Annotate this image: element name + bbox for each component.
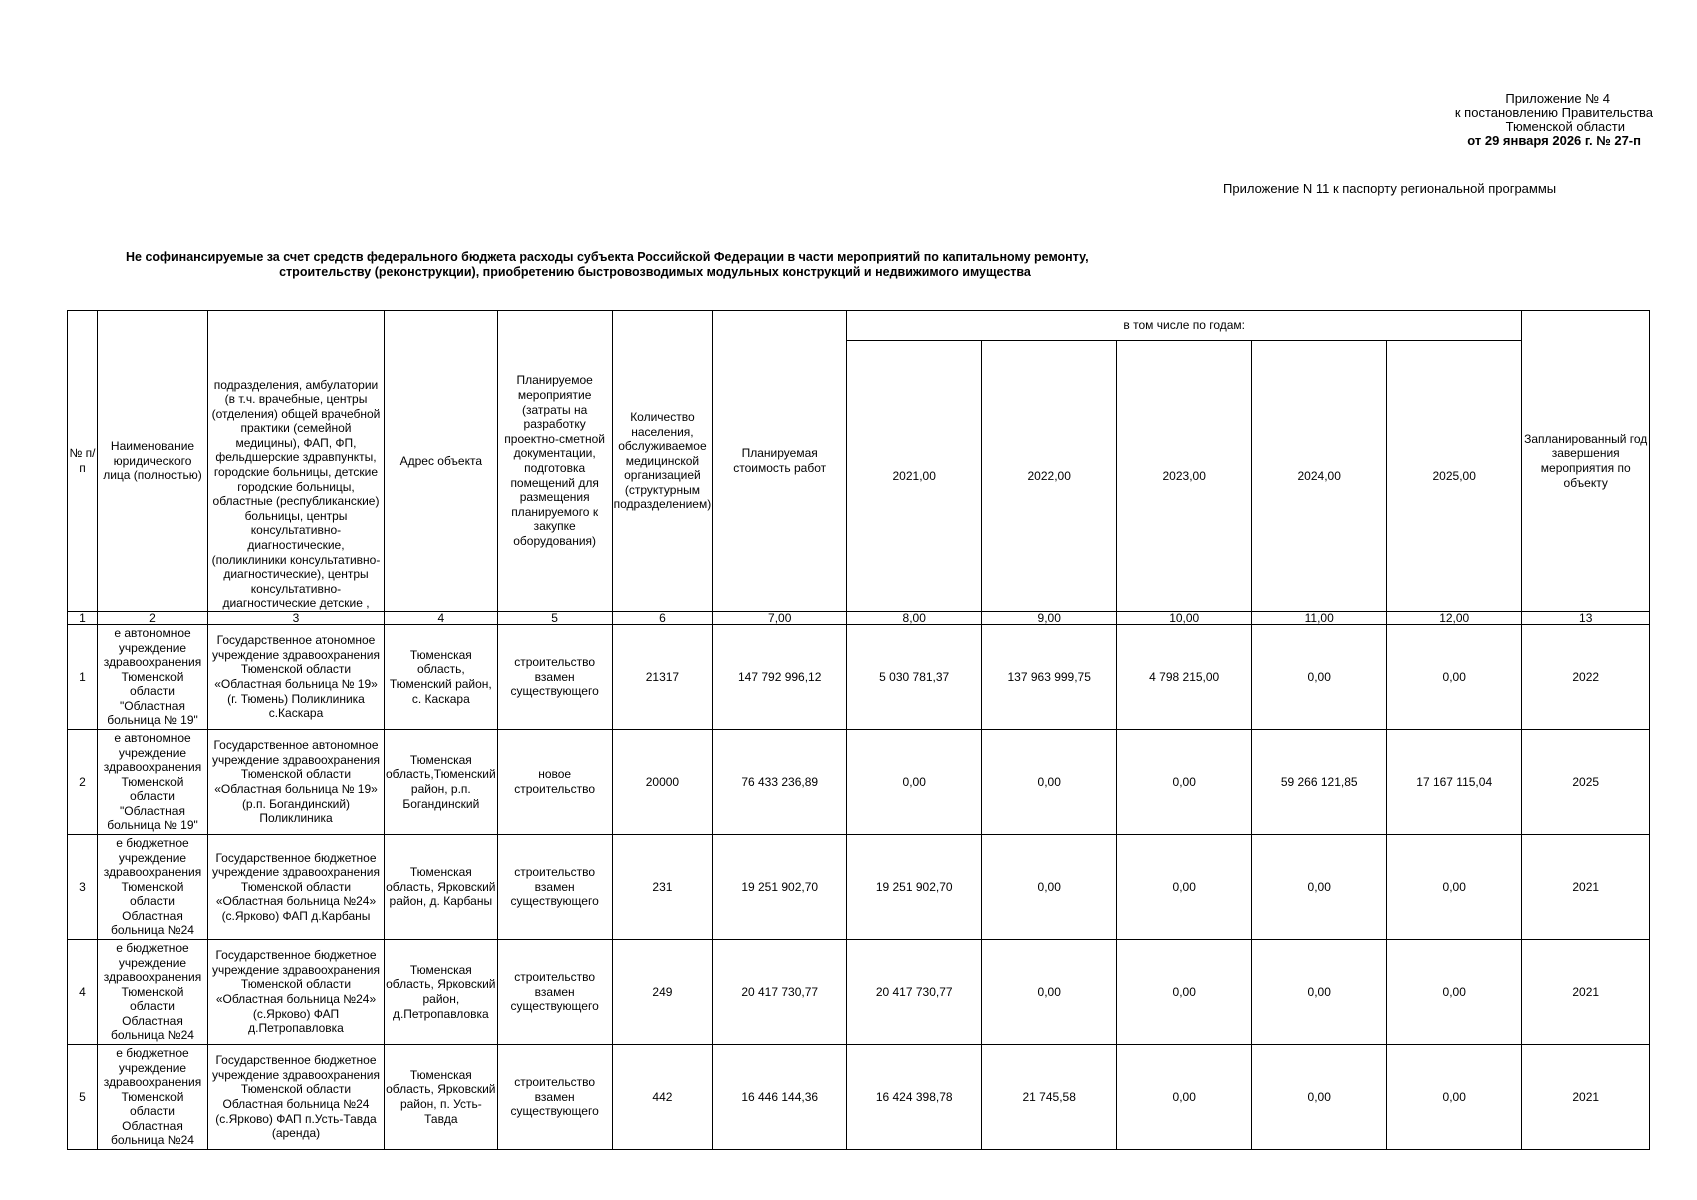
column-number: 12,00 [1387, 612, 1522, 625]
cell-category [208, 835, 385, 940]
cell-y2025: 0,00 [1387, 1045, 1522, 1150]
cell-cost: 147 792 996,12 [713, 625, 847, 730]
cell-completion: 2021 [1522, 1045, 1650, 1150]
cell-legal-entity [98, 1045, 208, 1150]
cell-category [208, 1045, 385, 1150]
cell-event: строительство взамен существующего [497, 625, 612, 730]
cell-y2021: 19 251 902,70 [847, 835, 982, 940]
header-year-2021: 2021,00 [847, 341, 982, 612]
cell-y2021: 16 424 398,78 [847, 1045, 982, 1150]
cell-y2024: 0,00 [1252, 625, 1387, 730]
cell-event: строительство взамен существующего [497, 835, 612, 940]
column-number: 2 [98, 612, 208, 625]
table-row [68, 730, 1650, 835]
table-row [68, 835, 1650, 940]
column-number: 7,00 [713, 612, 847, 625]
column-number: 9,00 [982, 612, 1117, 625]
cell-y2025: 0,00 [1387, 940, 1522, 1045]
cell-cost: 20 417 730,77 [713, 940, 847, 1045]
cell-legal-entity [98, 730, 208, 835]
cell-num: 2 [68, 730, 98, 835]
column-number: 11,00 [1252, 612, 1387, 625]
cell-y2025: 0,00 [1387, 625, 1522, 730]
header-address: Адрес объекта [385, 311, 498, 612]
cell-legal-entity-text: е бюджетное учреждение здравоохранения Тюменской области Областная больница №24 [103, 835, 202, 938]
header-year-2025: 2025,00 [1387, 341, 1522, 612]
cell-category-text: Государственное бюджетное учреждение здравоохранения Тюменской области «Областная больница №24» (с.Ярково) ФАП д.Карбаны [211, 850, 381, 923]
cell-address: Тюменская область, Ярковский район, д. Карбаны [385, 835, 498, 940]
cell-completion: 2021 [1522, 835, 1650, 940]
cell-y2024: 59 266 121,85 [1252, 730, 1387, 835]
cell-y2023: 0,00 [1117, 1045, 1252, 1150]
column-number: 10,00 [1117, 612, 1252, 625]
header-category [208, 311, 385, 612]
cell-category [208, 730, 385, 835]
cell-legal-entity [98, 625, 208, 730]
cell-cost: 16 446 144,36 [713, 1045, 847, 1150]
cell-y2022: 137 963 999,75 [982, 625, 1117, 730]
cell-y2022: 21 745,58 [982, 1045, 1117, 1150]
cell-address: Тюменская область,Тюменский район, р.п. Богандинский [385, 730, 498, 835]
header-completion-year: Запланированный год завершения мероприятия по объекту [1522, 311, 1650, 612]
column-numbers-row [68, 612, 1650, 625]
column-number: 8,00 [847, 612, 982, 625]
cell-category-text: Государственное автономное учреждение здравоохранения Тюменской области «Областная больница № 19» (р.п. Богандинский) Поликлиника [211, 738, 381, 826]
cell-legal-entity-text: е бюджетное учреждение здравоохранения Тюменской области Областная больница №24 [103, 1045, 202, 1148]
cell-completion: 2021 [1522, 940, 1650, 1045]
cell-category-text: Государственное бюджетное учреждение здравоохранения Тюменской области «Областная больница №24» (с.Ярково) ФАП д.Петропавловка [211, 948, 381, 1036]
cell-num: 5 [68, 1045, 98, 1150]
column-number: 4 [385, 612, 498, 625]
passport-note: Приложение N 11 к паспорту региональной программы [1223, 181, 1557, 196]
column-number: 5 [497, 612, 612, 625]
cell-y2021: 20 417 730,77 [847, 940, 982, 1045]
cell-y2021: 5 030 781,37 [847, 625, 982, 730]
cell-category [208, 940, 385, 1045]
expenses-table [67, 310, 1650, 1150]
appendix-number: Приложение № 4 [1505, 91, 1610, 106]
cell-legal-entity-text: е автономное учреждение здравоохранения Тюменской области "Областная больница № 19" [103, 730, 202, 833]
document-title-line-1: Не софинансируемые за счет средств федерального бюджета расходы субъекта Российской Федерации в части мероприятий по капитальному ремонту, [126, 250, 1089, 264]
cell-y2024: 0,00 [1252, 835, 1387, 940]
column-number: 3 [208, 612, 385, 625]
cell-cost: 76 433 236,89 [713, 730, 847, 835]
cell-population: 249 [612, 940, 713, 1045]
cell-address: Тюменская область, Ярковский район, д.Петропавловка [385, 940, 498, 1045]
column-number: 1 [68, 612, 98, 625]
appendix-region: Тюменской области [1505, 119, 1625, 134]
column-number: 13 [1522, 612, 1650, 625]
cell-y2025: 0,00 [1387, 835, 1522, 940]
cell-event: строительство взамен существующего [497, 940, 612, 1045]
cell-y2024: 0,00 [1252, 940, 1387, 1045]
cell-legal-entity [98, 835, 208, 940]
table-row [68, 625, 1650, 730]
header-population: Количество населения, обслуживаемое медицинской организацией (структурным подразделением) [612, 311, 713, 612]
cell-y2022: 0,00 [982, 940, 1117, 1045]
cell-legal-entity-text: е бюджетное учреждение здравоохранения Тюменской области Областная больница №24 [103, 940, 202, 1043]
header-year-2024: 2024,00 [1252, 341, 1387, 612]
cell-num: 3 [68, 835, 98, 940]
header-by-years: в том числе по годам: [847, 311, 1522, 341]
appendix-date: от 29 января 2026 г. № 27-п [1467, 133, 1641, 148]
cell-y2021: 0,00 [847, 730, 982, 835]
table-row [68, 1045, 1650, 1150]
header-year-2023: 2023,00 [1117, 341, 1252, 612]
cell-population: 21317 [612, 625, 713, 730]
cell-y2025: 17 167 115,04 [1387, 730, 1522, 835]
appendix-header [1455, 92, 1653, 148]
cell-y2023: 0,00 [1117, 730, 1252, 835]
header-category-text: подразделения, амбулатории (в т.ч. врачебные, центры (отделения) общей врачебной практики (семейной медицины), ФАП, ФП, фельдшерские здравпункты, городские больницы, детские городские больницы, областные (республиканские) больницы, центры консультативно-диагностические, (поликлиники консультативно-диагностические), центры консультативно-диагностические детские , [211, 377, 381, 611]
appendix-resolution: к постановлению Правительства [1454, 105, 1653, 120]
document-title-line-2: строительству (реконструкции), приобретению быстровозводимых модульных конструкций и недвижимого имущества [279, 265, 1031, 279]
cell-y2023: 0,00 [1117, 940, 1252, 1045]
table-row [68, 940, 1650, 1045]
cell-y2024: 0,00 [1252, 1045, 1387, 1150]
header-planned-event: Планируемое мероприятие (затраты на разработку проектно-сметной документации, подготовка помещений для размещения планируемого к закупке оборудования) [497, 311, 612, 612]
header-num: № п/п [68, 311, 98, 612]
header-legal-entity: Наименование юридического лица (полностью) [98, 311, 208, 612]
header-planned-cost: Планируемая стоимость работ [713, 311, 847, 612]
cell-y2022: 0,00 [982, 835, 1117, 940]
cell-address: Тюменская область, Тюменский район, с. Каскара [385, 625, 498, 730]
cell-event: строительство взамен существующего [497, 1045, 612, 1150]
cell-category-text: Государственное бюджетное учреждение здравоохранения Тюменской области Областная больница №24 (с.Ярково) ФАП п.Усть-Тавда (аренда) [211, 1053, 381, 1141]
cell-completion: 2025 [1522, 730, 1650, 835]
cell-category-text: Государственное атономное учреждение здравоохранения Тюменской области «Областная больница № 19» (г. Тюмень) Поликлиника с.Каскара [211, 633, 381, 721]
column-number: 6 [612, 612, 713, 625]
cell-legal-entity [98, 940, 208, 1045]
cell-address: Тюменская область, Ярковский район, п. Усть-Тавда [385, 1045, 498, 1150]
header-year-2022: 2022,00 [982, 341, 1117, 612]
cell-legal-entity-text: е автономное учреждение здравоохранения Тюменской области "Областная больница № 19" [103, 625, 202, 728]
table-header-row [68, 311, 1650, 341]
cell-category [208, 625, 385, 730]
cell-num: 4 [68, 940, 98, 1045]
cell-y2023: 4 798 215,00 [1117, 625, 1252, 730]
cell-population: 20000 [612, 730, 713, 835]
cell-population: 442 [612, 1045, 713, 1150]
cell-event: новое строительство [497, 730, 612, 835]
cell-num: 1 [68, 625, 98, 730]
cell-completion: 2022 [1522, 625, 1650, 730]
cell-population: 231 [612, 835, 713, 940]
cell-cost: 19 251 902,70 [713, 835, 847, 940]
cell-y2022: 0,00 [982, 730, 1117, 835]
document-title [126, 250, 1184, 280]
cell-y2023: 0,00 [1117, 835, 1252, 940]
